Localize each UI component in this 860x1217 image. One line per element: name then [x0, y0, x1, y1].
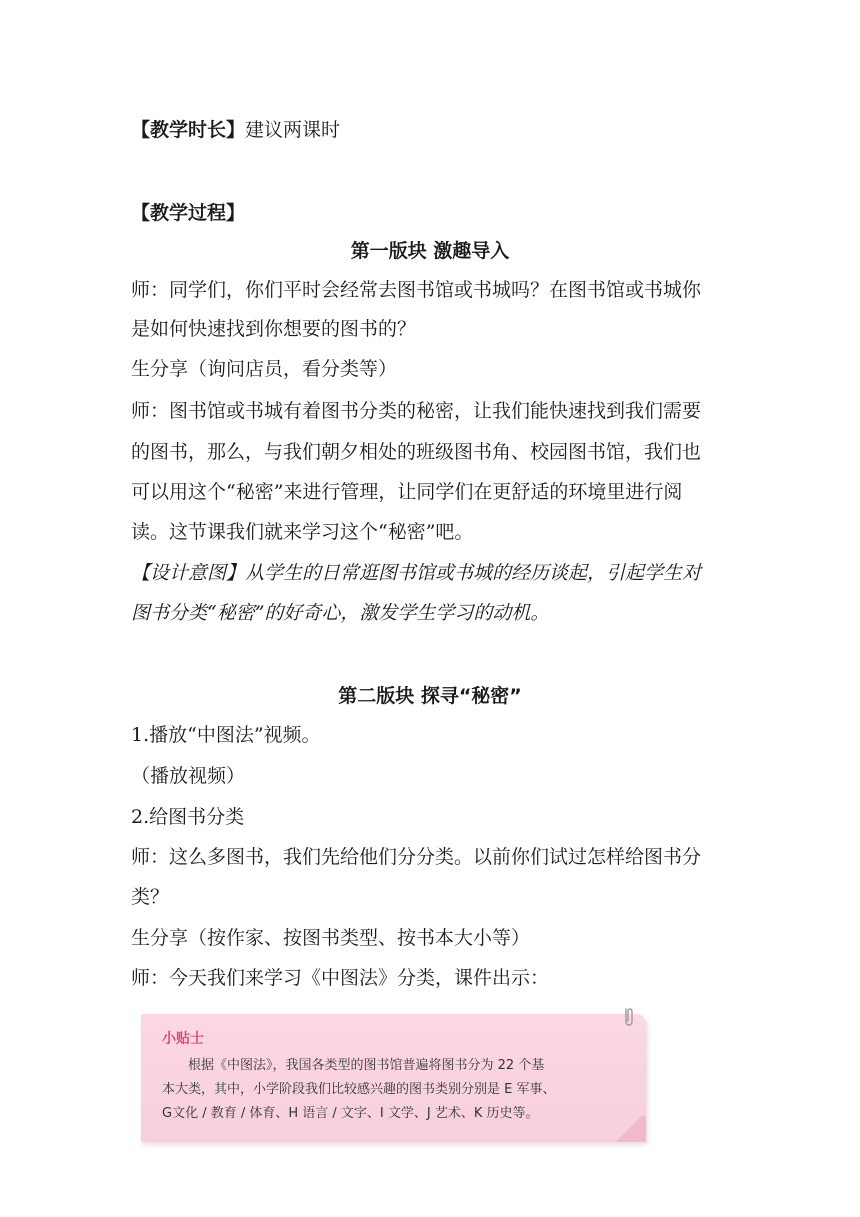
teaching-duration — [131, 118, 340, 142]
section2-line: 2.给图书分类 — [131, 806, 245, 828]
section1-line: 生分享（询问店员，看分类等） — [131, 358, 398, 380]
duration-text: 建议两课时 — [245, 119, 341, 141]
tip-body — [162, 1054, 632, 1126]
section2-line: 生分享（按作家、按图书类型、按书本大小等） — [131, 927, 531, 949]
tip-line: 根据《中图法》，我国各类型的图书馆普遍将图书分为 22 个基 — [162, 1058, 545, 1073]
section2-line: 1.播放“中图法”视频。 — [131, 724, 321, 746]
tip-card — [141, 1014, 646, 1142]
section1-line: 师：同学们，你们平时会经常去图书馆或书城吗？在图书馆或书城你 — [131, 279, 702, 301]
design-intent-line: 图书分类“秘密”的好奇心，激发学生学习的动机。 — [131, 602, 550, 624]
tip-title: 小贴士 — [162, 1031, 204, 1047]
section2-line: 师：今天我们来学习《中图法》分类，课件出示： — [131, 967, 550, 989]
section2-line: 类？ — [131, 886, 170, 908]
section1-line: 是如何快速找到你想要的图书的？ — [131, 318, 417, 340]
section1-line: 师：图书馆或书城有着图书分类的秘密，让我们能快速找到我们需要 — [131, 400, 702, 422]
section1-line: 的图书，那么，与我们朝夕相处的班级图书角、校园图书馆，我们也 — [131, 441, 702, 463]
process-heading: 【教学过程】 — [131, 202, 246, 224]
section2-line: （播放视频） — [131, 765, 246, 787]
section1-line: 读。这节课我们就来学习这个“秘密”吧。 — [131, 521, 474, 543]
section2-title: 第二版块 探寻“秘密” — [338, 685, 522, 707]
section1-title: 第一版块 激趣导入 — [350, 240, 510, 262]
tip-line: 本大类，其中，小学阶段我们比较感兴趣的图书类别分别是 E 军事、 — [162, 1082, 556, 1097]
paperclip-icon — [622, 1006, 634, 1028]
design-intent-line: 【设计意图】从学生的日常逛图书馆或书城的经历谈起，引起学生对 — [131, 562, 702, 584]
page-curl — [612, 1116, 646, 1142]
duration-label: 【教学时长】 — [131, 119, 246, 141]
section2-line: 师：这么多图书，我们先给他们分分类。以前你们试过怎样给图书分 — [131, 846, 702, 868]
section1-line: 可以用这个“秘密”来进行管理，让同学们在更舒适的环境里进行阅 — [131, 481, 683, 503]
tip-line: G文化 / 教育 / 体育、H 语言 / 文字、I 文学、J 艺术、K 历史等。 — [162, 1106, 539, 1121]
